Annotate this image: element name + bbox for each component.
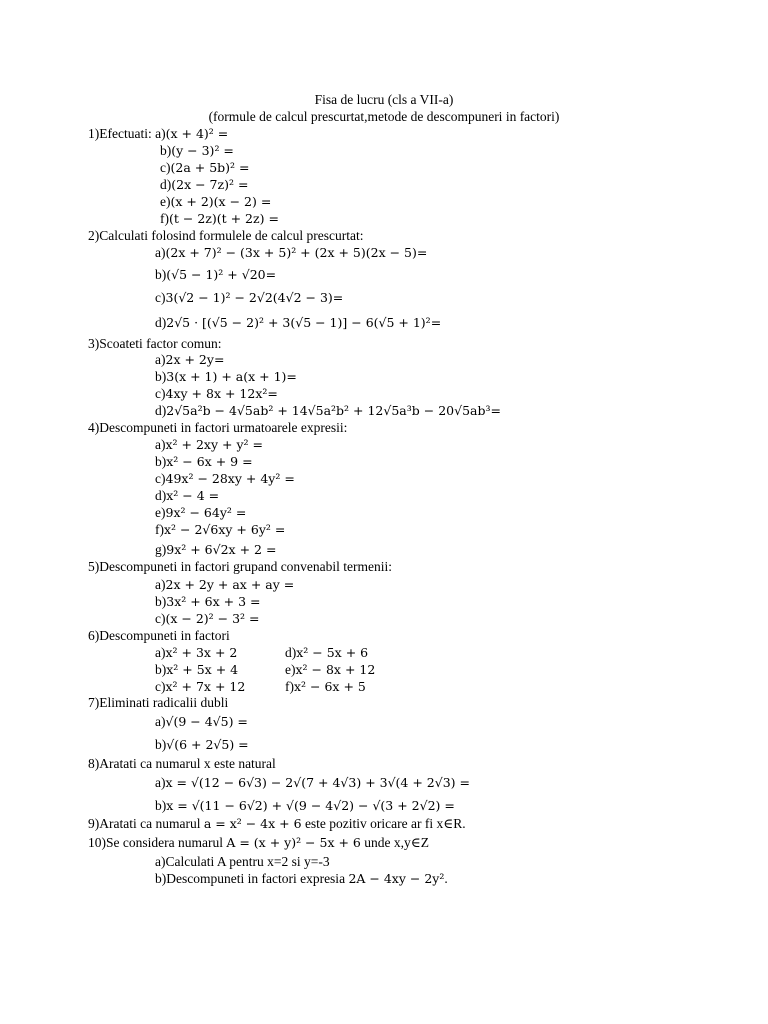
exercise-line <box>155 454 253 470</box>
exercise-label: d) <box>155 488 167 503</box>
math-expression: 3(x + 1) + a(x + 1)= <box>166 369 297 384</box>
exercise-line <box>88 756 276 772</box>
exercise-label: g) <box>155 542 167 557</box>
math-expression: (t − 2z)(t + 2z) = <box>169 211 279 226</box>
math-expression: √(6 + 2√5) = <box>166 737 249 752</box>
exercise-label: a) <box>155 352 166 367</box>
exercise-label: f) <box>160 211 169 226</box>
exercise-label: a) <box>155 577 166 592</box>
exercise-label: b) <box>155 267 167 282</box>
math-expression: x² + 3x + 2 <box>165 645 238 660</box>
exercise-line <box>155 522 285 538</box>
exercise-label: b) <box>155 369 167 384</box>
exercise-line <box>155 403 501 419</box>
exercise-line <box>155 714 248 730</box>
exercise-label: c) <box>155 611 166 626</box>
exercise-label: e) <box>285 662 296 677</box>
exercise-text: este pozitiv oricare ar fi x∈R. <box>301 816 466 831</box>
exercise-label: d) <box>155 315 167 330</box>
exercise-label: 10)Se considera numarul <box>88 835 227 850</box>
exercise-label: a) <box>155 775 166 790</box>
exercise-line <box>155 594 261 610</box>
exercise-text: unde x,y∈Z <box>360 835 429 850</box>
exercise-label: c) <box>155 290 166 305</box>
math-expression: x² + 2xy + y² = <box>165 437 263 452</box>
exercise-line <box>88 559 392 575</box>
exercise-line <box>88 628 230 644</box>
exercise-label: b)Descompuneti in factori expresia <box>155 871 349 886</box>
math-expression: 3(√2 − 1)² − 2√2(4√2 − 3)= <box>165 290 344 305</box>
math-expression: 49x² − 28xy + 4y² = <box>165 471 295 486</box>
exercise-line <box>155 798 455 814</box>
math-expression: 3x² + 6x + 3 = <box>166 594 261 609</box>
exercise-line <box>155 290 343 306</box>
math-expression: 2√5 · [(√5 − 2)² + 3(√5 − 1)] − 6(√5 + 1)²= <box>166 315 442 330</box>
exercise-line <box>285 645 368 661</box>
exercise-line <box>155 437 263 453</box>
math-expression: A = (x + y)² − 5x + 6 <box>226 835 361 850</box>
exercise-label: 5)Descompuneti in factori grupand convenabil termenii: <box>88 559 393 574</box>
exercise-line <box>155 854 330 870</box>
exercise-label: 7)Eliminati radicalii dubli <box>88 695 229 710</box>
math-expression: 2√5a²b − 4√5ab² + 14√5a²b² + 12√5a³b − 20√5ab³= <box>166 403 501 418</box>
exercise-line <box>88 816 466 832</box>
exercise-line <box>160 194 271 210</box>
exercise-line <box>155 315 441 331</box>
exercise-line <box>155 542 276 558</box>
exercise-line <box>88 336 221 352</box>
math-expression: 2A − 4xy − 2y² <box>348 871 445 886</box>
exercise-label: a) <box>155 645 166 660</box>
exercise-line <box>155 645 237 661</box>
exercise-label: e) <box>155 505 166 520</box>
math-expression: (2x + 7)² − (3x + 5)² + (2x + 5)(2x − 5)= <box>165 245 428 260</box>
math-expression: (x − 2)² − 3² = <box>165 611 260 626</box>
exercise-line <box>160 211 279 227</box>
exercise-line <box>160 143 234 159</box>
exercise-line <box>155 871 448 887</box>
exercise-label: 6)Descompuneti in factori <box>88 628 230 643</box>
exercise-line <box>155 245 427 261</box>
exercise-line <box>155 577 294 593</box>
exercise-line <box>160 177 248 193</box>
exercise-line <box>155 471 295 487</box>
exercise-label: 1)Efectuati: a) <box>88 126 166 141</box>
exercise-line <box>285 679 366 695</box>
worksheet-title: Fisa de lucru (cls a VII-a) <box>314 92 454 107</box>
exercise-label: f) <box>155 522 164 537</box>
exercise-line <box>285 662 375 678</box>
exercise-label: d) <box>160 177 172 192</box>
exercise-label: 3)Scoateti factor comun: <box>88 336 222 351</box>
math-expression: x² − 6x + 9 = <box>166 454 253 469</box>
exercise-text: . <box>444 871 448 886</box>
exercise-line <box>88 835 429 851</box>
exercise-line <box>88 126 228 142</box>
math-expression: (√5 − 1)² + √20= <box>166 267 277 282</box>
exercise-label: a) <box>155 245 166 260</box>
math-expression: 2x + 2y + ax + ay = <box>165 577 295 592</box>
exercise-line <box>88 695 228 711</box>
math-expression: x² − 2√6xy + 6y² = <box>164 522 286 537</box>
math-expression: 9x² + 6√2x + 2 = <box>166 542 277 557</box>
exercise-line <box>155 386 278 402</box>
exercise-label: c) <box>160 160 171 175</box>
exercise-label: 8)Aratati ca numarul x este natural <box>88 756 276 771</box>
exercise-label: d) <box>285 645 297 660</box>
exercise-label: 2)Calculati folosind formulele de calcul prescurtat: <box>88 228 364 243</box>
exercise-label: c) <box>155 679 166 694</box>
math-expression: x² − 4 = <box>166 488 220 503</box>
exercise-line <box>155 737 249 753</box>
exercise-line <box>155 488 219 504</box>
exercise-line <box>155 505 246 521</box>
exercise-label: b) <box>155 798 167 813</box>
exercise-line <box>88 228 364 244</box>
math-expression: x² + 5x + 4 <box>166 662 239 677</box>
exercise-label: 9)Aratati ca numarul <box>88 816 204 831</box>
exercise-line <box>155 267 276 283</box>
worksheet-subtitle: (formule de calcul prescurtat,metode de descompuneri in factori) <box>208 109 560 124</box>
exercise-label: b) <box>155 594 167 609</box>
math-expression: (2a + 5b)² = <box>170 160 250 175</box>
math-expression: x = √(12 − 6√3) − 2√(7 + 4√3) + 3√(4 + 2√3) = <box>165 775 471 790</box>
exercise-line <box>155 662 238 678</box>
math-expression: a = x² − 4x + 6 <box>203 816 302 831</box>
exercise-label: 4)Descompuneti in factori urmatoarele expresii: <box>88 420 348 435</box>
math-expression: (x + 4)² = <box>165 126 229 141</box>
exercise-line <box>88 420 347 436</box>
exercise-label: a) <box>155 437 166 452</box>
exercise-label: e) <box>160 194 171 209</box>
exercise-line <box>155 352 224 368</box>
exercise-label: b) <box>155 737 167 752</box>
exercise-label: d) <box>155 403 167 418</box>
math-expression: (y − 3)² = <box>171 143 234 158</box>
exercise-label: c) <box>155 471 166 486</box>
exercise-label: b) <box>155 454 167 469</box>
math-expression: 9x² − 64y² = <box>165 505 247 520</box>
math-expression: x = √(11 − 6√2) + √(9 − 4√2) − √(3 + 2√2) = <box>166 798 455 813</box>
exercise-label: c) <box>155 386 166 401</box>
math-expression: x² − 5x + 6 <box>296 645 369 660</box>
math-expression: (2x − 7z)² = <box>171 177 249 192</box>
exercise-label: f) <box>285 679 294 694</box>
math-expression: 2x + 2y= <box>165 352 225 367</box>
exercise-label: b) <box>155 662 167 677</box>
exercise-line <box>155 775 470 791</box>
exercise-label: a) <box>155 714 166 729</box>
math-expression: 4xy + 8x + 12x²= <box>165 386 278 401</box>
math-expression: √(9 − 4√5) = <box>165 714 248 729</box>
math-expression: x² + 7x + 12 <box>165 679 246 694</box>
exercise-label: a)Calculati A pentru x=2 si y=-3 <box>155 854 330 869</box>
exercise-line <box>160 160 250 176</box>
math-expression: x² − 6x + 5 <box>294 679 366 694</box>
exercise-line <box>155 679 245 695</box>
exercise-line <box>155 369 297 385</box>
math-expression: (x + 2)(x − 2) = <box>170 194 272 209</box>
math-expression: x² − 8x + 12 <box>295 662 376 677</box>
exercise-line <box>155 611 260 627</box>
exercise-label: b) <box>160 143 172 158</box>
